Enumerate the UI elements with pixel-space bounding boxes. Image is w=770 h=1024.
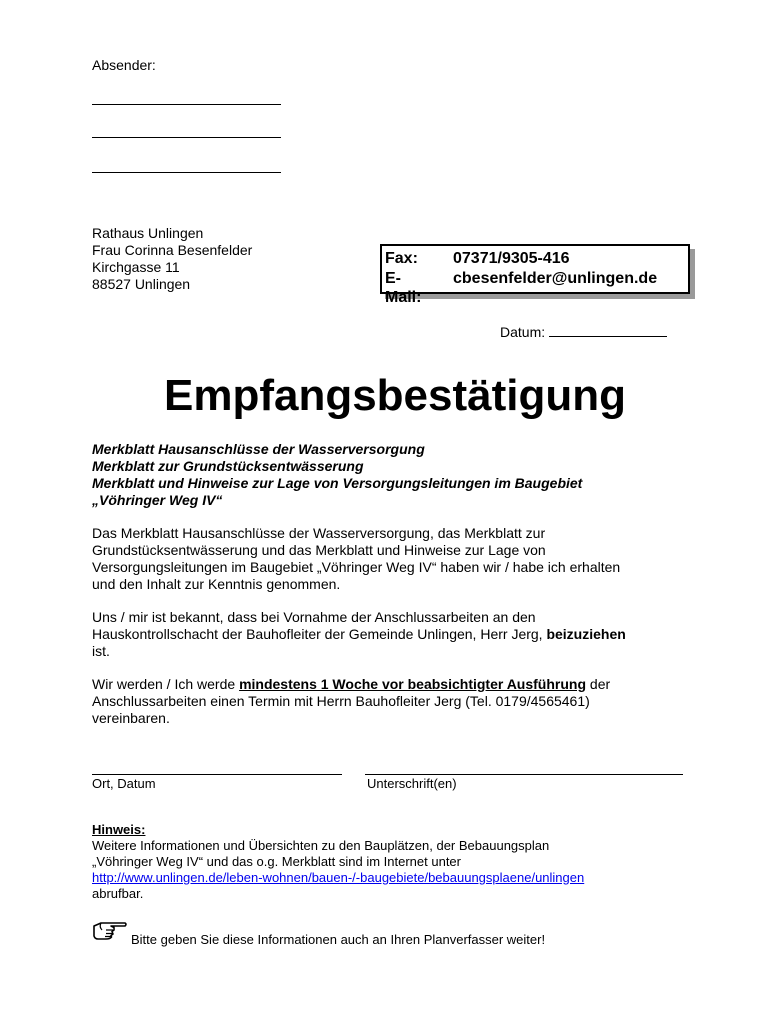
- address-line: Kirchgasse 11: [92, 259, 180, 275]
- hint-line: Weitere Informationen und Übersichten zu den Bauplätzen, der Bebauungsplan: [92, 838, 550, 853]
- page-title: Empfangsbestätigung: [163, 371, 627, 420]
- fax-value: 07371/9305-416: [453, 250, 570, 267]
- email-label: E-Mail:: [385, 270, 422, 306]
- emphasis-text: mindestens 1 Woche vor beabsichtigter Ausführung: [239, 676, 587, 692]
- hint-block: [92, 822, 712, 902]
- paragraph-line: Versorgungsleitungen im Baugebiet „Vöhringer Weg IV“ haben wir / habe ich erhalten: [92, 559, 621, 575]
- paragraph-2: [92, 609, 692, 660]
- hint-line: abrufbar.: [92, 886, 144, 901]
- paragraph-line: und den Inhalt zur Kenntnis genommen.: [92, 576, 341, 592]
- date-label: Datum:: [500, 324, 546, 340]
- paragraph-line: Das Merkblatt Hausanschlüsse der Wasserversorgung, das Merkblatt zur: [92, 525, 546, 541]
- paragraph-text: Hauskontrollschacht der Bauhofleiter der Gemeinde Unlingen, Herr Jerg,: [92, 626, 547, 642]
- recipient-address: [92, 225, 332, 293]
- website-link[interactable]: http://www.unlingen.de/leben-wohnen/bauen-/-baugebiete/bebauungsplaene/unlingen: [92, 870, 585, 885]
- hint-line: „Vöhringer Weg IV“ und das o.g. Merkblatt sind im Internet unter: [92, 854, 461, 869]
- date-field: [500, 324, 667, 340]
- paragraph-line: Anschlussarbeiten einen Termin mit Herrn Bauhofleiter Jerg (Tel. 0179/4565461): [92, 693, 590, 709]
- paragraph-line: Grundstücksentwässerung und das Merkblatt und Hinweise zur Lage von: [92, 542, 546, 558]
- emphasis-text: beizuziehen: [546, 626, 626, 642]
- sender-line-2: [92, 137, 281, 138]
- signature-label: Unterschrift(en): [367, 776, 457, 791]
- address-line: 88527 Unlingen: [92, 276, 191, 292]
- paragraph-1: [92, 525, 692, 593]
- contact-box: [380, 244, 690, 306]
- paragraph-line: ist.: [92, 643, 110, 659]
- signature-line: [365, 774, 683, 775]
- paragraph-text: der: [586, 676, 611, 692]
- sender-line-1: [92, 104, 281, 105]
- paragraph-3: [92, 676, 692, 727]
- paragraph-text: Wir werden / Ich werde: [92, 676, 240, 692]
- subject-line: Merkblatt Hausanschlüsse der Wasserversorgung: [92, 441, 425, 457]
- paragraph-line: [92, 676, 692, 693]
- sender-line-3: [92, 172, 281, 173]
- sender-label: Absender:: [92, 57, 156, 73]
- address-line: Frau Corinna Besenfelder: [92, 242, 253, 258]
- subject-line: Merkblatt und Hinweise zur Lage von Versorgungsleitungen im Baugebiet: [92, 475, 583, 491]
- subject-line: „Vöhringer Weg IV“: [92, 492, 223, 508]
- place-date-label: Ort, Datum: [92, 776, 156, 791]
- date-line: [549, 324, 667, 337]
- subject-line: Merkblatt zur Grundstücksentwässerung: [92, 458, 364, 474]
- subject-list: [92, 441, 692, 509]
- fax-label: Fax:: [385, 250, 418, 267]
- paragraph-line: [92, 626, 692, 643]
- hint-title: Hinweis:: [92, 822, 146, 837]
- address-line: Rathaus Unlingen: [92, 225, 204, 241]
- place-date-line: [92, 774, 342, 775]
- paragraph-line: vereinbaren.: [92, 710, 170, 726]
- final-note: Bitte geben Sie diese Informationen auch an Ihren Planverfasser weiter!: [131, 932, 546, 947]
- pointing-hand-icon: [92, 918, 128, 940]
- email-value: cbesenfelder@unlingen.de: [453, 270, 658, 287]
- paragraph-line: Uns / mir ist bekannt, dass bei Vornahme der Anschlussarbeiten an den: [92, 609, 536, 625]
